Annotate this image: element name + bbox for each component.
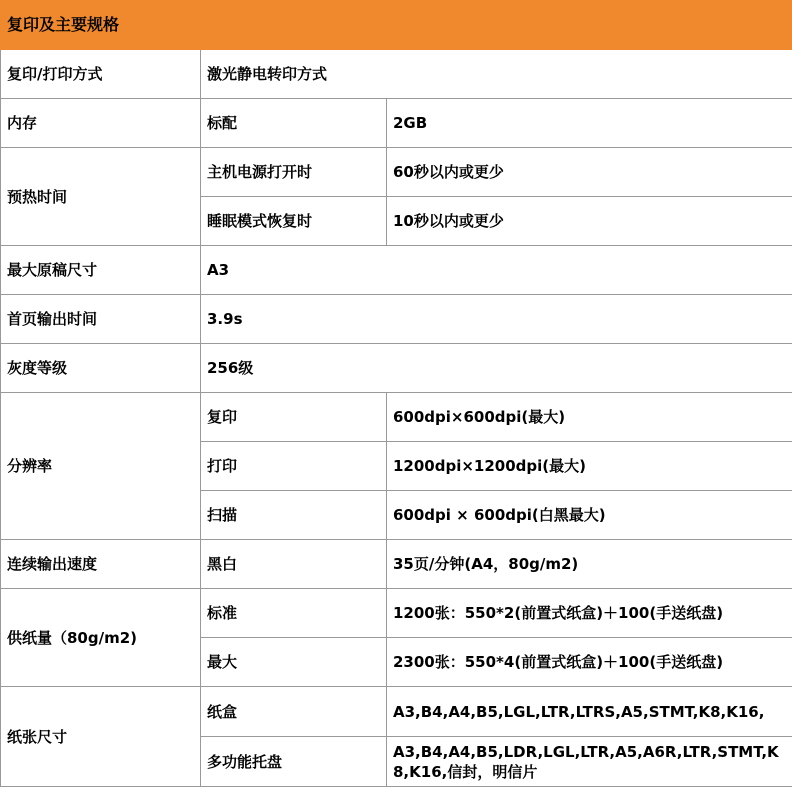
row-value-first-output: 3.9s: [201, 295, 792, 344]
row-value-paper-capacity-max: 2300张：550*4(前置式纸盒)＋100(手送纸盘): [387, 638, 792, 687]
row-sub-speed: 黑白: [201, 540, 387, 589]
row-sub-resolution-copy: 复印: [201, 393, 387, 442]
row-value-paper-size-tray: A3,B4,A4,B5,LGL,LTR,LTRS,A5,STMT,K8,K16,: [387, 687, 792, 737]
table-row: [1, 99, 792, 148]
table-row: [1, 246, 792, 295]
row-sub-paper-capacity-standard: 标准: [201, 589, 387, 638]
row-value-warmup-sleep: 10秒以内或更少: [387, 197, 792, 246]
row-value-paper-size-mp-tray: A3,B4,A4,B5,LDR,LGL,LTR,A5,A6R,LTR,STMT,K8,K16,信封，明信片: [387, 737, 792, 787]
table-header-title: 复印及主要规格: [1, 1, 792, 50]
table-row: [1, 687, 792, 737]
row-value-copy-method: 激光静电转印方式: [201, 50, 792, 99]
table-row: [1, 393, 792, 442]
table-row: [1, 148, 792, 197]
row-sub-paper-size-mp-tray: 多功能托盘: [201, 737, 387, 787]
row-value-paper-capacity-standard: 1200张：550*2(前置式纸盒)＋100(手送纸盘): [387, 589, 792, 638]
table-row: [1, 50, 792, 99]
row-value-warmup-power-on: 60秒以内或更少: [387, 148, 792, 197]
row-sub-paper-size-tray: 纸盒: [201, 687, 387, 737]
row-label-first-output: 首页输出时间: [1, 295, 201, 344]
row-label-max-original: 最大原稿尺寸: [1, 246, 201, 295]
table-row: [1, 540, 792, 589]
row-sub-resolution-scan: 扫描: [201, 491, 387, 540]
table-row: [1, 344, 792, 393]
row-value-max-original: A3: [201, 246, 792, 295]
row-sub-paper-capacity-max: 最大: [201, 638, 387, 687]
row-value-gray-levels: 256级: [201, 344, 792, 393]
row-sub-warmup-power-on: 主机电源打开时: [201, 148, 387, 197]
row-label-copy-method: 复印/打印方式: [1, 50, 201, 99]
table-row: [1, 589, 792, 638]
row-label-paper-size: 纸张尺寸: [1, 687, 201, 787]
row-sub-resolution-print: 打印: [201, 442, 387, 491]
row-sub-warmup-sleep: 睡眠模式恢复时: [201, 197, 387, 246]
row-label-speed: 连续输出速度: [1, 540, 201, 589]
row-value-speed: 35页/分钟(A4，80g/m2): [387, 540, 792, 589]
row-label-memory: 内存: [1, 99, 201, 148]
row-label-gray-levels: 灰度等级: [1, 344, 201, 393]
row-label-paper-capacity: 供纸量（80g/m2): [1, 589, 201, 687]
row-label-resolution: 分辨率: [1, 393, 201, 540]
row-value-resolution-scan: 600dpi × 600dpi(白黑最大): [387, 491, 792, 540]
row-value-resolution-copy: 600dpi×600dpi(最大): [387, 393, 792, 442]
row-value-memory: 2GB: [387, 99, 792, 148]
row-value-resolution-print: 1200dpi×1200dpi(最大): [387, 442, 792, 491]
row-label-warmup: 预热时间: [1, 148, 201, 246]
row-sub-memory: 标配: [201, 99, 387, 148]
table-row: [1, 295, 792, 344]
